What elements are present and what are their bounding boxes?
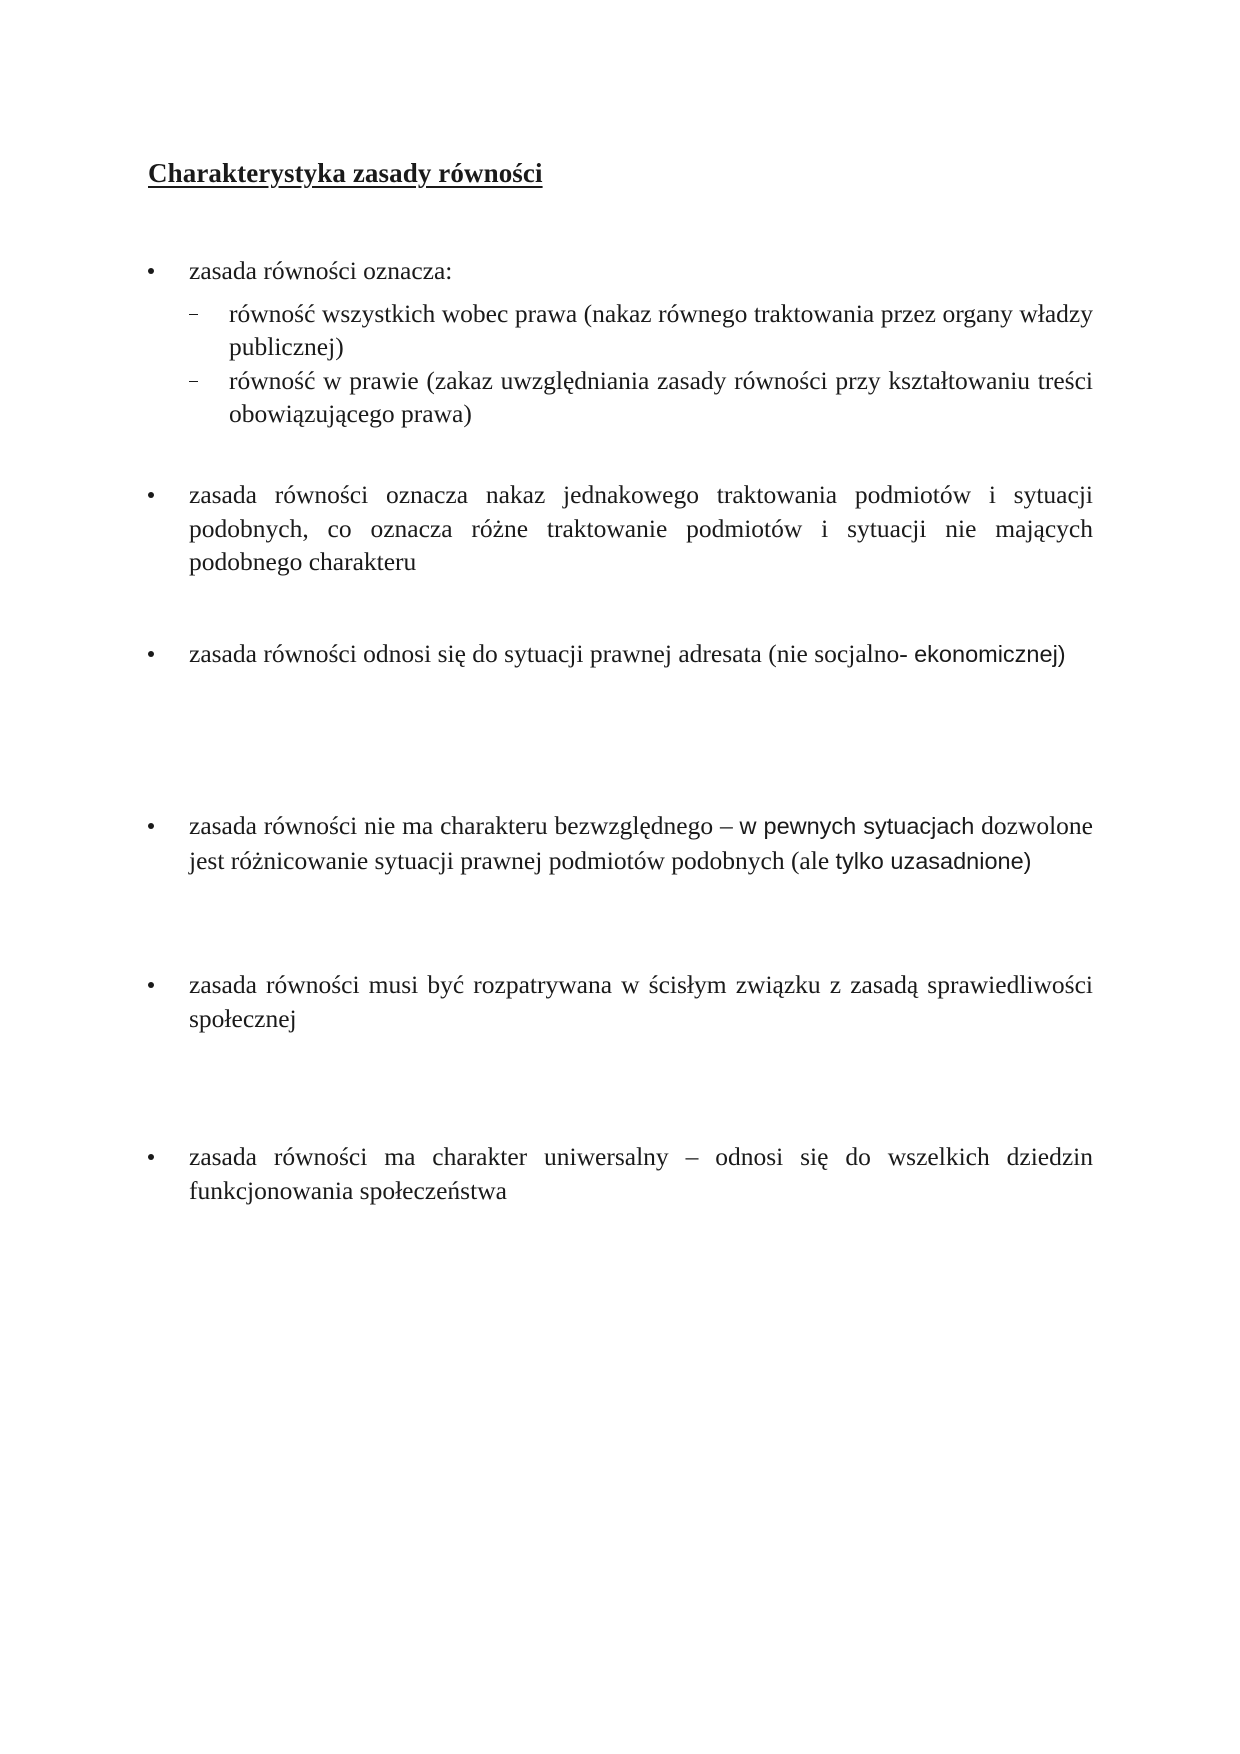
list-item xyxy=(148,478,1093,579)
list-item xyxy=(148,968,1093,1035)
sub-list-item xyxy=(189,364,1093,431)
bullet-icon xyxy=(148,982,154,988)
bullet-icon xyxy=(148,492,154,498)
sub-list-item-text: równość wszystkich wobec prawa (nakaz równego traktowania przez organy władzy publicznej) xyxy=(229,298,1093,361)
list-item xyxy=(148,254,1093,431)
list-item-text xyxy=(189,637,1093,672)
text-segment: tylko uzasadnione) xyxy=(835,847,1032,874)
list-item xyxy=(148,637,1093,672)
sub-list-item-text: równość w prawie (zakaz uwzględniania zasady równości przy kształtowaniu treści obowiązującego prawa) xyxy=(229,365,1093,428)
dash-icon xyxy=(189,381,198,383)
text-segment: zasada równości odnosi się do sytuacji prawnej adresata (nie socjalno- xyxy=(189,639,908,668)
text-segment: w pewnych sytuacjach xyxy=(739,813,975,839)
list-item-text: zasada równości ma charakter uniwersalny – odnosi się do wszelkich dziedzin funkcjonowania społeczeństwa xyxy=(189,1142,1093,1205)
list-item-text xyxy=(189,809,1093,878)
bullet-icon xyxy=(148,1154,154,1160)
text-segment: ekonomicznej) xyxy=(914,641,1066,667)
text-segment: dozwolone jest różnicowanie sytuacji prawnej podmiotów podobnych (ale xyxy=(189,811,1093,875)
page-title: Charakterystyka zasady równości xyxy=(148,158,543,188)
list-item-text: zasada równości oznacza nakaz jednakowego traktowania podmiotów i sytuacji podobnych, co oznacza różne traktowanie podmiotów i sytuacji nie mających podobnego charakteru xyxy=(189,480,1093,576)
list-item xyxy=(148,1140,1093,1207)
list-item-text: zasada równości musi być rozpatrywana w ścisłym związku z zasadą sprawiedliwości społecznej xyxy=(189,970,1093,1033)
bullet-icon xyxy=(148,651,154,657)
list-item-text: zasada równości oznacza: xyxy=(189,256,453,285)
bullet-icon xyxy=(148,268,154,274)
text-segment: zasada równości nie ma charakteru bezwzględnego – xyxy=(189,811,740,840)
sub-list-item xyxy=(189,297,1093,364)
list-item xyxy=(148,809,1093,878)
dash-icon xyxy=(189,314,198,316)
bullet-icon xyxy=(148,823,154,829)
